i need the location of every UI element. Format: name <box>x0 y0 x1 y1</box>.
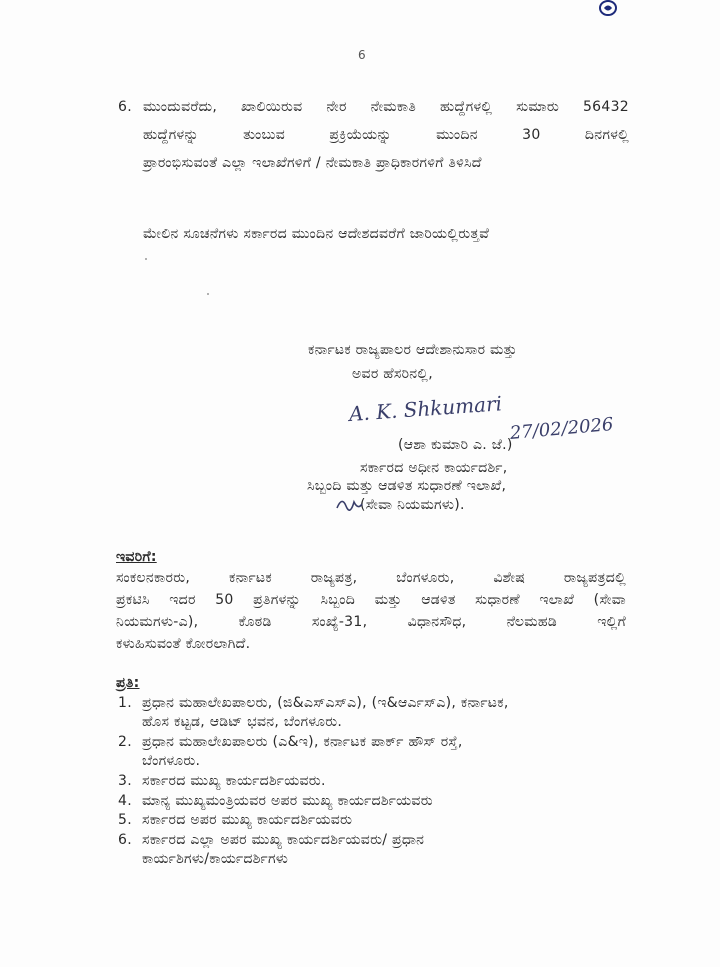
to-line-3: ನಿಯಮಗಳು-ಎ), ಕೊಠಡಿ ಸಂಖ್ಯೆ-31, ವಿಧಾನಸೌಧ, ನೆಲಮಹಡಿ ಇಲ್ಲಿಗೆ <box>116 614 626 630</box>
speck <box>145 258 147 260</box>
corner-emblem-icon <box>597 0 619 18</box>
signatory-section: (ಸೇವಾ ನಿಯಮಗಳು). <box>360 497 465 513</box>
copy-heading: ಪ್ರತಿ: <box>116 675 140 691</box>
signatory-department: ಸಿಬ್ಬಂದಿ ಮತ್ತು ಆಡಳಿತ ಸುಧಾರಣೆ ಇಲಾಖೆ, <box>307 478 507 494</box>
copy-item-number: 3. <box>118 773 132 789</box>
para6-line-2: ಹುದ್ದೆಗಳನ್ನು ತುಂಬುವ ಪ್ರಕ್ರಿಯೆಯನ್ನು ಮುಂದಿನ 30 ದಿನಗಳಲ್ಲಿ <box>143 127 629 143</box>
copy-item-line: ಮಾನ್ಯ ಮುಖ್ಯಮಂತ್ರಿಯವರ ಅಪರ ಮುಖ್ಯ ಕಾರ್ಯದರ್ಶಿಯವರು <box>142 793 433 809</box>
copy-item-line: ಪ್ರಧಾನ ಮಹಾಲೇಖಪಾಲರು, (ಜಿ&ಎಸ್ಎಸ್ಎ), (ಇ&ಆರ್ಎಸ್ಎ), ಕರ್ನಾಟಕ, <box>142 695 509 711</box>
copy-item-line: ಸರ್ಕಾರದ ಅಪರ ಮುಖ್ಯ ಕಾರ್ಯದರ್ಶಿಯವರು <box>142 812 353 828</box>
to-heading: ಇವರಿಗೆ: <box>116 549 157 565</box>
initial-mark-icon <box>334 494 364 516</box>
to-line-1: ಸಂಕಲನಕಾರರು, ಕರ್ನಾಟಕ ರಾಜ್ಯಪತ್ರ, ಬೆಂಗಳೂರು, ವಿಶೇಷ ರಾಜ್ಯಪತ್ರದಲ್ಲಿ <box>116 570 626 586</box>
para6-line-3: ಪ್ರಾರಂಭಿಸುವಂತೆ ಎಲ್ಲಾ ಇಲಾಖೆಗಳಿಗೆ / ನೇಮಕಾತಿ ಪ್ರಾಧಿಕಾರಗಳಿಗೆ ತಿಳಿಸಿದೆ <box>143 155 482 171</box>
para-number: 6. <box>118 99 132 115</box>
speck <box>207 293 209 295</box>
copy-item-number: 5. <box>118 812 132 828</box>
signatory-name: (ಆಶಾ ಕುಮಾರಿ ಎ. ಜೆ.) <box>398 437 513 453</box>
copy-item-number: 1. <box>118 695 132 711</box>
copy-item-line: ಬೆಂಗಳೂರು. <box>142 753 201 769</box>
copy-item-line: ಸರ್ಕಾರದ ಮುಖ್ಯ ಕಾರ್ಯದರ್ಶಿಯವರು. <box>142 773 326 789</box>
closing-note: ಮೇಲಿನ ಸೂಚನೆಗಳು ಸರ್ಕಾರದ ಮುಂದಿನ ಆದೇಶದವರೆಗೆ ಜಾರಿಯಲ್ಲಿರುತ್ತವೆ <box>143 226 490 242</box>
copy-item-number: 4. <box>118 793 132 809</box>
signature-authority-line-2: ಅವರ ಹೆಸರಿನಲ್ಲಿ, <box>352 366 433 382</box>
signature-authority-line-1: ಕರ್ನಾಟಕ ರಾಜ್ಯಪಾಲರ ಆದೇಶಾನುಸಾರ ಮತ್ತು <box>308 342 518 358</box>
copy-item-number: 6. <box>118 832 132 848</box>
page-number: 6 <box>358 48 366 62</box>
copy-item-number: 2. <box>118 734 132 750</box>
copy-item-line: ಕಾರ್ಯಶಿಗಳು/ಕಾರ್ಯದರ್ಶಿಗಳು <box>142 851 289 867</box>
to-line-2: ಪ್ರಕಟಿಸಿ ಇದರ 50 ಪ್ರತಿಗಳನ್ನು ಸಿಬ್ಬಂದಿ ಮತ್ತು ಆಡಳಿತ ಸುಧಾರಣೆ ಇಲಾಖೆ (ಸೇವಾ <box>116 592 626 608</box>
copy-item-line: ಪ್ರಧಾನ ಮಹಾಲೇಖಪಾಲರು (ಎ&ಇ), ಕರ್ನಾಟಕ ಪಾರ್ಕ್ ಹೌಸ್ ರಸ್ತೆ, <box>142 734 463 750</box>
signature-date: 27/02/2026 <box>509 413 615 444</box>
para6-line-1: ಮುಂದುವರೆದು, ಖಾಲಿಯಿರುವ ನೇರ ನೇಮಕಾತಿ ಹುದ್ದೆಗಳಲ್ಲಿ ಸುಮಾರು 56432 <box>143 99 629 115</box>
handwritten-signature: A. K. Shkumari <box>348 391 503 426</box>
signatory-designation: ಸರ್ಕಾರದ ಅಧೀನ ಕಾರ್ಯದರ್ಶಿ, <box>360 460 508 476</box>
to-line-4: ಕಳುಹಿಸುವಂತೆ ಕೋರಲಾಗಿದೆ. <box>116 636 251 652</box>
copy-item-line: ಸರ್ಕಾರದ ಎಲ್ಲಾ ಅಪರ ಮುಖ್ಯ ಕಾರ್ಯದರ್ಶಿಯವರು/ ಪ್ರಧಾನ <box>142 832 425 848</box>
copy-item-line: ಹೊಸ ಕಟ್ಟಡ, ಆಡಿಟ್ ಭವನ, ಬೆಂಗಳೂರು. <box>142 714 343 730</box>
